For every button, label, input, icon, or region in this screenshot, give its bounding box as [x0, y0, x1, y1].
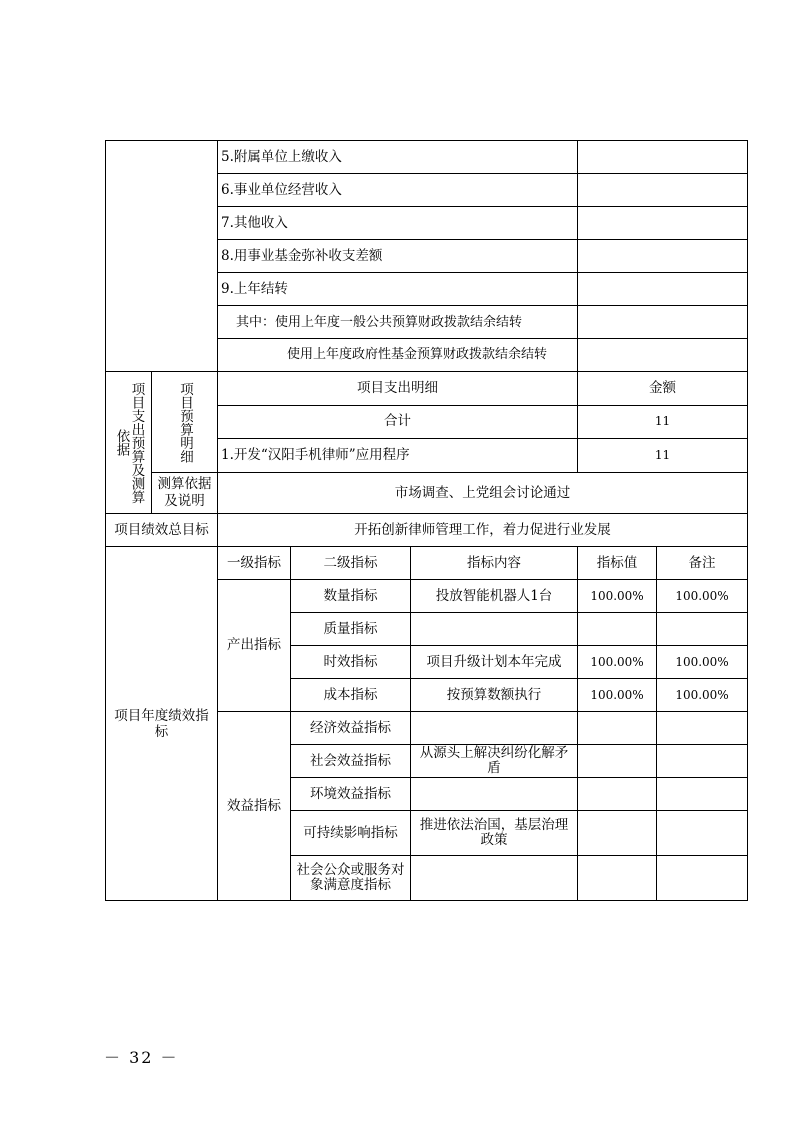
calc-basis-label-text: 测算依据及说明	[157, 476, 212, 509]
indicator-content	[411, 811, 578, 856]
indicator-value: 100.00%	[578, 679, 657, 712]
indicator-content: 项目升级计划本年完成	[411, 646, 578, 679]
indicator-content	[411, 856, 578, 901]
income-label: 5.附属单位上缴收入	[218, 141, 578, 174]
income-amount	[578, 306, 748, 339]
item-amount: 11	[578, 439, 748, 473]
indicator-content-text: 从源头上解决纠纷化解矛盾	[419, 745, 569, 776]
budget-table	[105, 140, 748, 901]
income-label	[218, 339, 578, 372]
indicator-name: 环境效益指标	[291, 778, 411, 811]
indicator-content	[411, 778, 578, 811]
indicator-name: 社会效益指标	[291, 745, 411, 778]
indicator-name: 可持续影响指标	[291, 811, 411, 856]
indicator-value	[578, 856, 657, 901]
header-content: 指标内容	[411, 547, 578, 580]
indicator-note	[657, 811, 748, 856]
total-amount: 11	[578, 405, 748, 439]
indicator-value	[578, 778, 657, 811]
income-label: 其中：使用上年度一般公共预算财政拨款结余结转	[218, 306, 578, 339]
header-note: 备注	[657, 547, 748, 580]
budget-detail-label	[152, 372, 218, 473]
income-amount	[578, 240, 748, 273]
income-label: 9.上年结转	[218, 273, 578, 306]
indicator-name: 数量指标	[291, 580, 411, 613]
blank-cell	[106, 141, 218, 372]
income-amount	[578, 339, 748, 372]
indicator-name: 经济效益指标	[291, 712, 411, 745]
indicator-section-label	[106, 547, 218, 901]
income-amount	[578, 207, 748, 240]
indicator-content	[411, 712, 578, 745]
page-number: － 32 －	[104, 1048, 179, 1067]
item-label: 1.开发“汉阳手机律师”应用程序	[218, 439, 578, 473]
budget-basis-label-text: 项目支出预算及测算依据	[113, 381, 145, 504]
indicator-content	[411, 745, 578, 778]
budget-detail-label-text: 项目预算明细	[177, 381, 193, 463]
indicator-note: 100.00%	[657, 679, 748, 712]
income-label-text: 使用上年度政府性基金预算财政拨款结余结转	[287, 347, 548, 362]
indicator-value	[578, 712, 657, 745]
header-level2: 二级指标	[291, 547, 411, 580]
total-label: 合计	[218, 405, 578, 439]
indicator-note	[657, 745, 748, 778]
goal-label: 项目绩效总目标	[106, 514, 218, 547]
indicator-section-label-text: 项目年度绩效指标	[114, 707, 209, 740]
indicator-name	[291, 856, 411, 901]
budget-basis-label	[106, 372, 152, 514]
income-amount	[578, 141, 748, 174]
header-level1: 一级指标	[218, 547, 291, 580]
indicator-note	[657, 613, 748, 646]
income-amount	[578, 273, 748, 306]
income-row	[106, 141, 748, 174]
indicator-content	[411, 613, 578, 646]
indicator-value: 100.00%	[578, 580, 657, 613]
calc-basis-text: 市场调查、上党组会讨论通过	[218, 473, 748, 514]
calc-basis-row	[106, 473, 748, 514]
indicator-note	[657, 856, 748, 901]
income-label: 6.事业单位经营收入	[218, 174, 578, 207]
indicator-content: 按预算数额执行	[411, 679, 578, 712]
income-label: 8.用事业基金弥补收支差额	[218, 240, 578, 273]
indicator-content-text: 推进依法治国，基层治理政策	[419, 817, 569, 848]
detail-header: 项目支出明细	[218, 372, 578, 406]
indicator-name-text: 社会公众或服务对象满意度指标	[296, 862, 405, 893]
indicator-note	[657, 778, 748, 811]
benefit-label: 效益指标	[218, 712, 291, 901]
indicator-value	[578, 613, 657, 646]
calc-basis-label	[152, 473, 218, 514]
amount-header: 金额	[578, 372, 748, 406]
output-label: 产出指标	[218, 580, 291, 712]
indicator-name: 成本指标	[291, 679, 411, 712]
indicator-content: 投放智能机器人1台	[411, 580, 578, 613]
indicator-value	[578, 745, 657, 778]
indicator-note: 100.00%	[657, 580, 748, 613]
goal-text: 开拓创新律师管理工作，着力促进行业发展	[218, 514, 748, 547]
indicator-header-row	[106, 547, 748, 580]
income-amount	[578, 174, 748, 207]
indicator-name: 质量指标	[291, 613, 411, 646]
budget-header-row	[106, 372, 748, 406]
header-value: 指标值	[578, 547, 657, 580]
indicator-note	[657, 712, 748, 745]
income-label: 7.其他收入	[218, 207, 578, 240]
indicator-value: 100.00%	[578, 646, 657, 679]
indicator-note: 100.00%	[657, 646, 748, 679]
indicator-value	[578, 811, 657, 856]
indicator-name: 时效指标	[291, 646, 411, 679]
goal-row	[106, 514, 748, 547]
